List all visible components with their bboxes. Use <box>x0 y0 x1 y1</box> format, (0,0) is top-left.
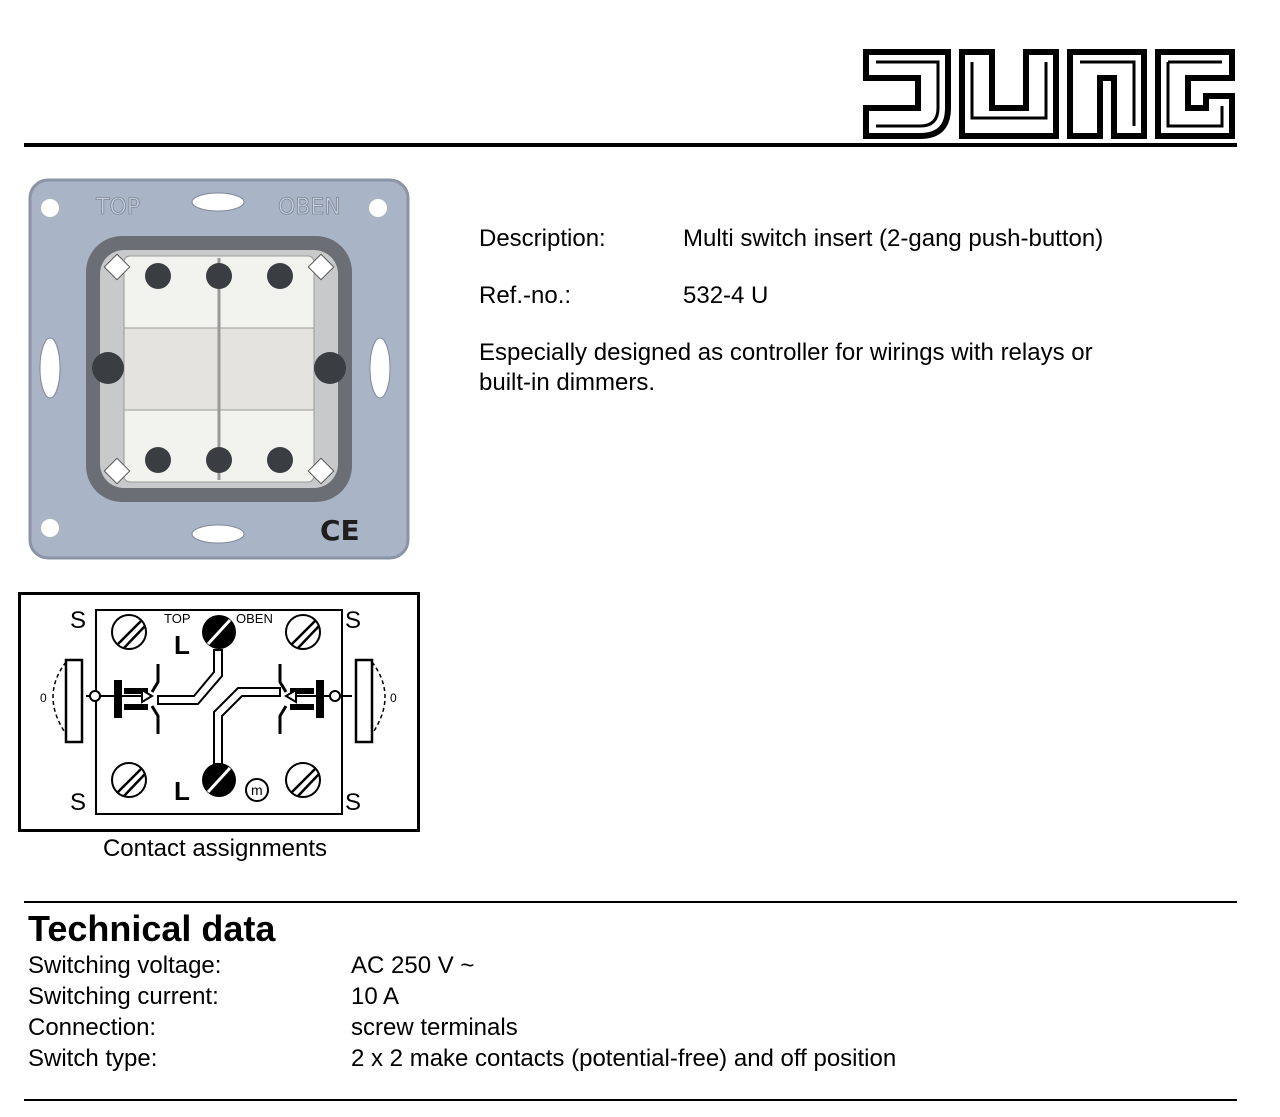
section-rule <box>24 901 1237 903</box>
header-rule <box>24 143 1237 147</box>
s-label-br: S <box>345 789 362 816</box>
description-value: Multi switch insert (2-gang push-button) <box>683 225 1104 252</box>
oben-label: OBEN <box>236 611 273 626</box>
tech-row-connection <box>28 1012 1228 1043</box>
photo-top-text: TOP <box>96 195 141 220</box>
footer-rule <box>24 1099 1237 1101</box>
product-note <box>479 338 1219 398</box>
s-label-tl: S <box>70 607 87 634</box>
switch-insert-photo <box>28 178 410 560</box>
zero-label-right: 0 <box>390 691 397 705</box>
ref-value: 532-4 U <box>683 282 769 309</box>
ref-label: Ref.-no.: <box>479 282 572 309</box>
product-note-line1: Especially designed as controller for wirings with relays or <box>479 339 1093 366</box>
description-label: Description: <box>479 225 606 252</box>
zero-label-left: 0 <box>40 691 47 705</box>
tech-row-voltage <box>28 950 1228 981</box>
tech-value: AC 250 V ~ <box>351 952 475 979</box>
tech-value: 2 x 2 make contacts (potential-free) and off position <box>351 1045 897 1072</box>
contact-diagram <box>18 592 420 832</box>
diagram-caption: Contact assignments <box>102 835 328 862</box>
tech-label: Switch type: <box>28 1045 158 1072</box>
l-label-top: L <box>174 630 190 660</box>
tech-label: Switching voltage: <box>28 952 222 979</box>
tech-label: Switching current: <box>28 983 219 1010</box>
s-label-tr: S <box>345 607 362 634</box>
tech-value: 10 A <box>351 983 400 1010</box>
product-note-line2: built-in dimmers. <box>479 369 656 396</box>
photo-oben-text: OBEN <box>278 195 341 220</box>
jung-logo <box>862 48 1236 140</box>
tech-label: Connection: <box>28 1014 157 1041</box>
technical-data-title: Technical data <box>28 908 276 949</box>
top-label: TOP <box>164 611 191 626</box>
tech-value: screw terminals <box>351 1014 518 1041</box>
s-label-bl: S <box>70 789 87 816</box>
tech-row-current <box>28 981 1228 1012</box>
ce-mark: CE <box>320 514 360 547</box>
tech-row-switch-type <box>28 1043 1228 1074</box>
l-label-bottom: L <box>174 776 190 806</box>
m-label: m <box>251 782 263 798</box>
